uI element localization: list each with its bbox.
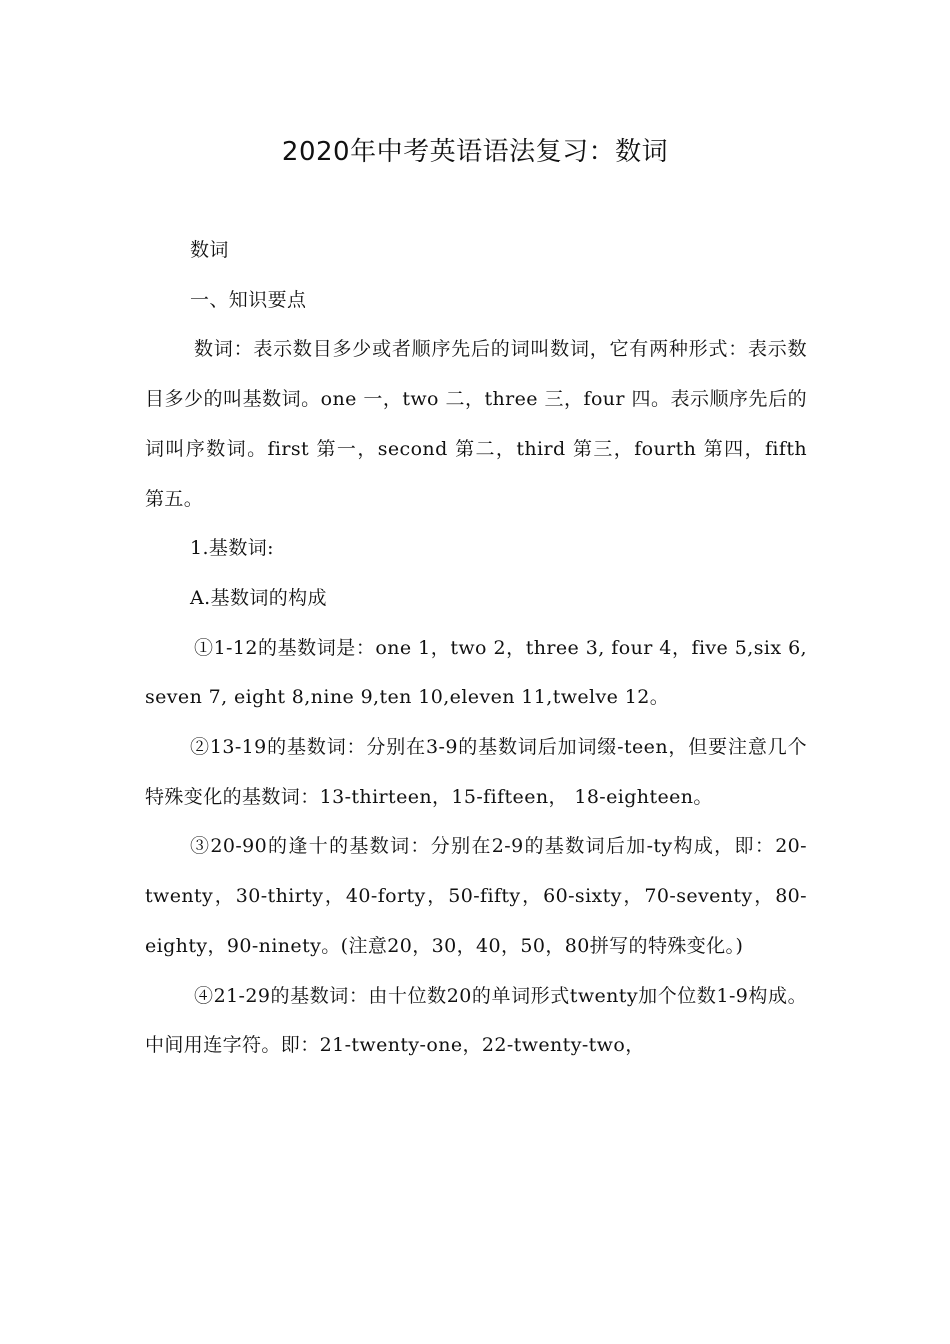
document-body — [145, 226, 807, 1071]
paragraph-rule-1-12: ①1-12的基数词是：one 1，two 2，three 3, four 4，five 5,six 6, seven 7, eight 8,nine 9,ten 10,eleven 11,twelve 12。 — [145, 636, 807, 709]
section-heading-key-points: 一、知识要点 — [190, 288, 307, 311]
subheading-cardinal-numbers: 1.基数词: — [190, 537, 274, 560]
document-title: 2020年中考英语语法复习：数词 — [281, 137, 669, 167]
section-heading-numerals: 数词 — [190, 239, 229, 261]
paragraph-rule-20-90: ③20-90的逢十的基数词：分别在2-9的基数词后加-ty构成，即：20-twenty，30-thirty，40-forty，50-fifty，60-sixty，70-seventy，80-eighty，90-ninety。(注意20，30，40，50，80拼写的特殊变化。) — [145, 835, 807, 957]
subheading-cardinal-formation: A.基数词的构成 — [190, 586, 327, 609]
paragraph-rule-21-29: ④21-29的基数词：由十位数20的单词形式twenty加个位数1-9构成。中间用连字符。即：21-twenty-one，22-twenty-two， — [145, 984, 807, 1057]
paragraph-rule-13-19: ②13-19的基数词：分别在3-9的基数词后加词缀-teen，但要注意几个特殊变化的基数词：13-thirteen，15-fifteen， 18-eighteen。 — [145, 736, 807, 808]
paragraph-definition: 数词：表示数目多少或者顺序先后的词叫数词，它有两种形式：表示数目多少的叫基数词。one 一，two 二，three 三，four 四。表示顺序先后的词叫序数词。first 第一，second 第二，third 第三，fourth 第四，fifth 第五。 — [145, 338, 807, 510]
